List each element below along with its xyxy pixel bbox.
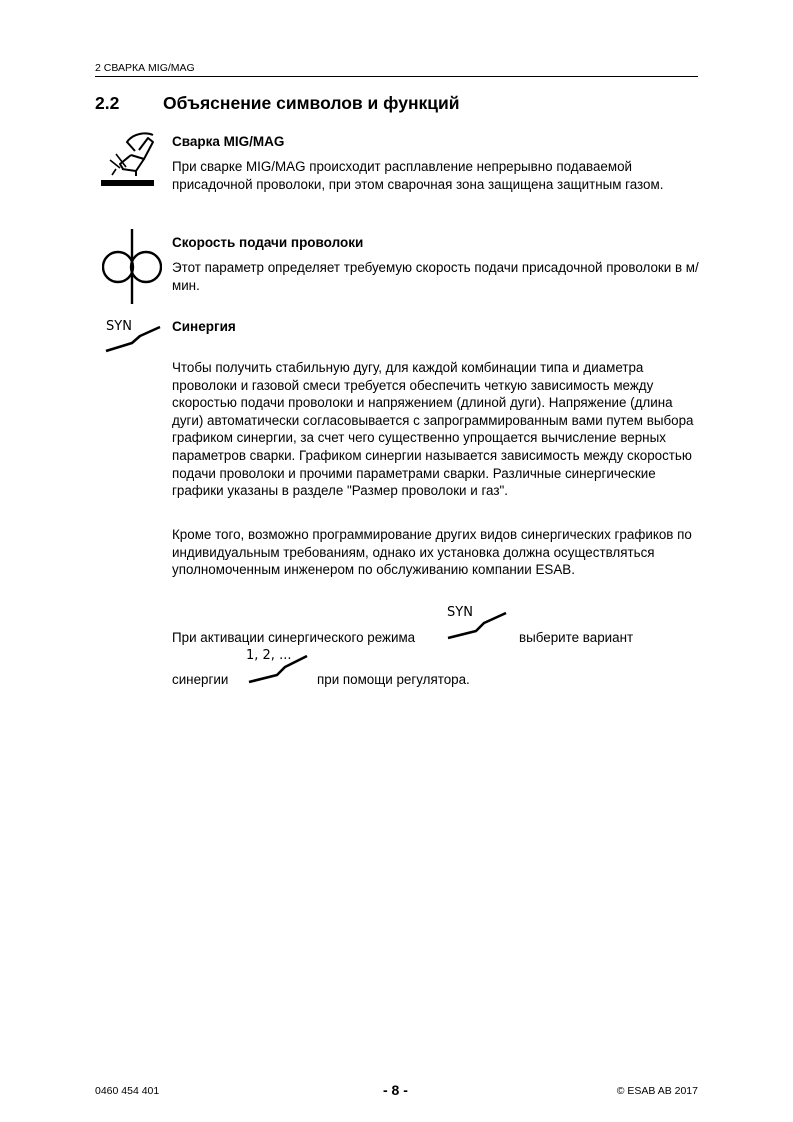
synergy-icon-label: SYN [106, 319, 132, 334]
wire-feed-icon [102, 229, 162, 305]
wire-feed-title: Скорость подачи проволоки [172, 235, 364, 250]
mig-mag-title: Сварка MIG/MAG [172, 134, 285, 149]
synergy-title: Синергия [172, 319, 236, 334]
synergy-paragraph-1: Чтобы получить стабильную дугу, для каждой комбинации типа и диаметра проволоки и газовой смеси требуется обеспечить четкую зависимость между скоростью подачи проволоки и напряжением (длиной дуги). Напряжение (длина дуги) автоматически согласовывается с запрограммированным вами путем выбора графиком синергии, за счет чего существенно упрощается вычисление верных параметров сварки. Графиком синергии называется зависимость между скоростью подачи проволоки и прочими параметрами сварки. Различные синергические графики указаны в разделе "Размер проволоки и газ". [172, 360, 694, 499]
running-header: 2 СВАРКА MIG/MAG [95, 62, 698, 77]
activation-line2-after: при помощи регулятора. [317, 672, 470, 687]
footer-copyright: © ESAB AB 2017 [616, 1085, 698, 1097]
wire-feed-description: Этот параметр определяет требуемую скорость подачи присадочной проволоки в м/мин. [172, 260, 699, 293]
variant-label: 1, 2, ... [246, 648, 292, 663]
mig-mag-torch-icon [100, 129, 158, 191]
section-title: Объяснение символов и функций [163, 93, 460, 113]
synergy-inline-icon [446, 610, 508, 642]
activation-line2-before: синергии [172, 672, 229, 687]
synergy-variant-icon [247, 653, 309, 685]
footer-doc-number: 0460 454 401 [95, 1085, 160, 1097]
footer-page-number: - 8 - [383, 1082, 408, 1098]
syn-inline-label: SYN [447, 605, 473, 620]
section-heading [95, 92, 460, 114]
synergy-paragraph-2: Кроме того, возможно программирование других видов синергических графиков по индивидуальным требованиям, однако их установка должна осуществляться уполномоченным инженером по обслуживанию компании ESAB. [172, 527, 692, 578]
activation-text-before: При активации синергического режима [172, 630, 416, 645]
mig-mag-description: При сварке MIG/MAG происходит расплавление непрерывно подаваемой присадочной проволоки, при этом сварочная зона защищена защитным газом. [172, 159, 664, 192]
section-number: 2.2 [95, 93, 120, 113]
synergy-icon [104, 323, 162, 355]
activation-text-after: выберите вариант [519, 630, 634, 645]
